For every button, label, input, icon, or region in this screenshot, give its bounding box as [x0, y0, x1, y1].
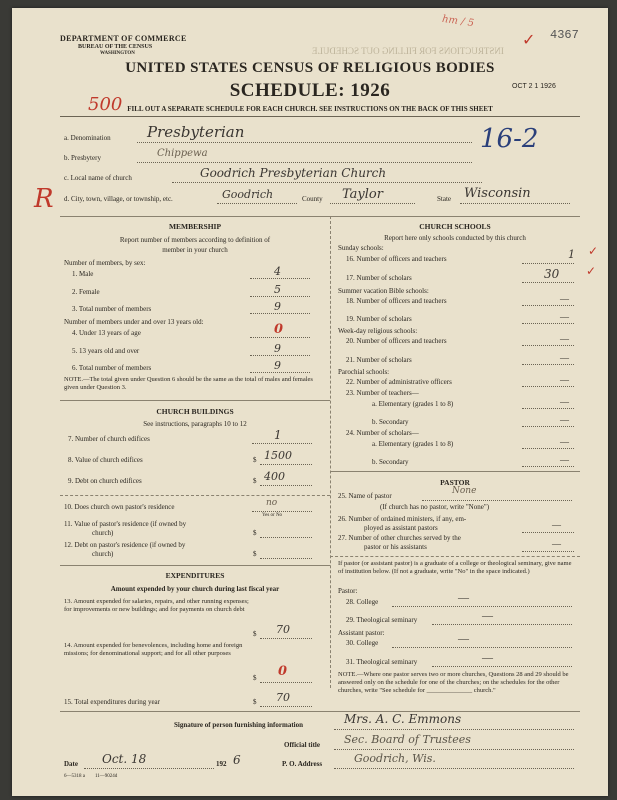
signature-label: Signature of person furnishing information [174, 721, 303, 729]
q29-label: 29. Theological seminary [346, 616, 418, 624]
q4-value[interactable]: 0 [274, 322, 284, 337]
year-suffix[interactable]: 6 [233, 753, 241, 767]
q23b-label: b. Secondary [372, 418, 409, 426]
local-name-line [172, 182, 482, 183]
signature-line [334, 729, 574, 730]
q8-label: 8. Value of church edifices [68, 456, 143, 464]
received-date-stamp: OCT 2 1 1926 [512, 83, 556, 90]
denomination-label: a. Denomination [64, 134, 111, 142]
q24a-dash: — [560, 437, 569, 447]
state-line [460, 203, 570, 204]
q23a-line [522, 408, 574, 409]
q10-label: 10. Does church own pastor's residence [64, 503, 175, 511]
q15-label: 15. Total expenditures during year [64, 698, 160, 706]
schools-intro: Report here only schools conducted by this church [384, 234, 526, 242]
q30-dash: — [458, 633, 469, 645]
q24b-dash: — [560, 455, 569, 465]
q11-label-a: 11. Value of pastor's residence (if owned by [64, 520, 187, 528]
q9-dollar: $ [253, 477, 257, 485]
q26-label-a: 26. Number of ordained ministers, if any, em- [338, 515, 467, 523]
membership-note: NOTE.—The total given under Question 6 should be the same as the total of males and females given under Question 3. [64, 376, 313, 391]
age-intro-label: Number of members under and over 13 years old: [64, 318, 204, 326]
pastor-title: PASTOR [440, 478, 470, 487]
q2-line [250, 296, 310, 297]
schools-title: CHURCH SCHOOLS [419, 222, 491, 231]
header-rule [60, 116, 580, 117]
q23b-dash: — [560, 415, 569, 425]
state-value[interactable]: Wisconsin [464, 186, 531, 201]
q19-line [522, 323, 574, 324]
county-label: County [302, 195, 323, 203]
q1-line [250, 278, 310, 279]
denomination-value[interactable]: Presbyterian [147, 123, 245, 141]
q12-dollar: $ [253, 550, 257, 558]
q10-line [252, 511, 312, 512]
q15-value[interactable]: 70 [276, 691, 290, 704]
q31-dash: — [482, 652, 493, 664]
q31-label: 31. Theological seminary [346, 658, 418, 666]
q11-line [260, 537, 312, 538]
q14-label: 14. Amount expended for benevolences, including home and foreign missions; for denominational support; and for all other purposes [64, 642, 243, 657]
q20-line [522, 345, 574, 346]
q11-label-b: church) [92, 529, 114, 537]
q9-value[interactable]: 400 [264, 470, 285, 483]
q22-line [522, 386, 574, 387]
date-value[interactable]: Oct. 18 [102, 752, 147, 766]
q25-hint: (If church has no pastor, write "None") [380, 503, 490, 511]
by-sex-label: Number of members, by sex: [64, 259, 146, 267]
presbytery-value[interactable]: Chippewa [157, 148, 208, 159]
official-title-label: Official title [284, 741, 320, 749]
q24b-label: b. Secondary [372, 458, 409, 466]
summer-label: Summer vacation Bible schools: [338, 287, 429, 295]
buildings-sub: See instructions, paragraphs 10 to 12 [143, 420, 247, 428]
q5-line [250, 355, 310, 356]
local-name-label: c. Local name of church [64, 174, 132, 182]
q27-label-a: 27. Number of other churches served by the [338, 534, 461, 542]
q12-line [260, 558, 312, 559]
pastor-sub-label: Pastor: [338, 587, 358, 595]
q1-label: 1. Male [72, 270, 94, 278]
q23a-label: a. Elementary (grades 1 to 8) [372, 400, 454, 408]
q27-dash: — [552, 539, 561, 549]
state-label: State [437, 195, 451, 203]
sunday-label: Sunday schools: [338, 244, 384, 252]
q16-value[interactable]: 1 [568, 248, 575, 261]
q29-dash: — [482, 610, 493, 622]
presbytery-line [137, 162, 472, 163]
q5-label: 5. 13 years old and over [72, 347, 140, 355]
city-value[interactable]: Goodrich [222, 188, 274, 201]
q2-value[interactable]: 5 [274, 283, 281, 296]
bureau-label: BUREAU OF THE CENSUS [78, 44, 153, 50]
q18-line [522, 305, 574, 306]
buildings-title: CHURCH BUILDINGS [156, 407, 234, 416]
q9-line [260, 485, 312, 486]
q16-line [522, 263, 574, 264]
q21-dash: — [560, 353, 569, 363]
q24b-line [522, 466, 574, 467]
q17-check: ✓ [586, 264, 597, 278]
year-prefix: 192 [216, 760, 227, 768]
q29-line [432, 624, 572, 625]
county-value[interactable]: Taylor [342, 187, 383, 202]
membership-intro-2: member in your church [162, 246, 228, 254]
q30-line [392, 647, 572, 648]
q2-label: 2. Female [72, 288, 100, 296]
q28-dash: — [458, 592, 469, 604]
file-number-stamp: 4367 [550, 28, 579, 42]
county-line [330, 203, 415, 204]
q14-value[interactable]: 0 [278, 664, 288, 679]
q14-line [260, 682, 312, 683]
membership-intro-1: Report number of members according to definition of [119, 236, 271, 244]
q20-label: 20. Number of officers and teachers [346, 337, 447, 345]
form-title: UNITED STATES CENSUS OF RELIGIOUS BODIES [125, 60, 495, 76]
q19-dash: — [560, 312, 569, 322]
schedule-title: SCHEDULE: 1926 [229, 80, 391, 101]
official-title-line [334, 749, 574, 750]
column-divider [330, 216, 331, 688]
pastor-note: NOTE.—Where one pastor serves two or more churches, Questions 28 and 29 should be answered only on the schedule for one of the churches; on the schedules for the other churches, write "See schedule for ______________ church." [338, 671, 569, 694]
census-schedule-sheet [12, 8, 608, 796]
q11-dollar: $ [253, 529, 257, 537]
q7-line [252, 443, 312, 444]
po-address-label: P. O. Address [282, 760, 323, 768]
denomination-line [137, 142, 472, 143]
q30-label: 30. College [346, 639, 379, 647]
q12-label-b: church) [92, 550, 114, 558]
section-top-rule [60, 216, 580, 217]
q8-value[interactable]: 1500 [264, 449, 292, 462]
q23a-dash: — [560, 397, 569, 407]
q17-line [522, 282, 574, 283]
membership-title: MEMBERSHIP [168, 222, 222, 231]
q13-line [260, 638, 312, 639]
q15-dollar: $ [253, 698, 257, 706]
parochial-label: Parochial schools: [338, 368, 390, 376]
po-address-line [334, 768, 574, 769]
grad-rule [330, 556, 580, 557]
q4-line [250, 337, 310, 338]
asst-sub-label: Assistant pastor: [338, 629, 385, 637]
q8-dollar: $ [253, 456, 257, 464]
instructions-line: FILL OUT A SEPARATE SCHEDULE FOR EACH CHURCH. SEE INSTRUCTIONS ON THE BACK OF THIS SHEET [127, 105, 493, 113]
signature-value[interactable]: Mrs. A. C. Emmons [344, 712, 462, 726]
q23b-line [522, 426, 574, 427]
q25-value[interactable]: None [452, 486, 477, 496]
official-title-value[interactable]: Sec. Board of Trustees [344, 733, 471, 746]
q9-label: 9. Debt on church edifices [68, 477, 142, 485]
q18-dash: — [560, 294, 569, 304]
q31-line [432, 666, 572, 667]
q13-label: 13. Amount expended for salaries, repairs, and other running expenses; for improvements or new buildings; and for payments on church debt [64, 598, 249, 613]
q12-label-a: 12. Debt on pastor's residence (if owned by [64, 541, 186, 549]
q16-label: 16. Number of officers and teachers [346, 255, 447, 263]
q20-dash: — [560, 334, 569, 344]
city-label: WASHINGTON [100, 51, 135, 56]
q3-value[interactable]: 9 [274, 300, 281, 313]
q15-line [260, 706, 312, 707]
presbytery-label: b. Presbytery [64, 154, 101, 162]
form-number: 6—5318 a 11—9024d [64, 774, 118, 779]
q6-line [250, 372, 310, 373]
q22-label: 22. Number of administrative officers [346, 378, 452, 386]
department-label: DEPARTMENT OF COMMERCE [60, 34, 187, 43]
q28-label: 28. College [346, 598, 379, 606]
grad-note: If pastor (or assistant pastor) is a graduate of a college or theological seminary, give name of institution below. (If not a graduate, write "No" in the space indicated.) [338, 560, 572, 575]
buildings-mid-rule [60, 495, 330, 496]
q14-dollar: $ [253, 674, 257, 682]
q21-label: 21. Number of scholars [346, 356, 412, 364]
q28-line [392, 606, 572, 607]
footer-rule [60, 711, 580, 712]
q8-line [260, 464, 312, 465]
q27-line [522, 551, 574, 552]
expenditures-title: EXPENDITURES [165, 571, 225, 580]
q17-label: 17. Number of scholars [346, 274, 412, 282]
q18-label: 18. Number of officers and teachers [346, 297, 447, 305]
q24a-line [522, 448, 574, 449]
q25-line [422, 500, 572, 501]
city-label-field: d. City, town, village, or township, etc. [64, 195, 173, 203]
po-address-value[interactable]: Goodrich, Wis. [354, 752, 436, 765]
q19-label: 19. Number of scholars [346, 315, 412, 323]
blue-code: 16-2 [480, 124, 539, 154]
yes-no-hint: Yes or No [262, 513, 283, 518]
q26-line [522, 532, 574, 533]
q3-line [250, 313, 310, 314]
q23-label: 23. Number of teachers— [346, 389, 419, 397]
pastor-rule [330, 471, 580, 472]
q13-dollar: $ [253, 630, 257, 638]
q3-label: 3. Total number of members [72, 305, 152, 313]
q7-label: 7. Number of church edifices [68, 435, 150, 443]
weekday-label: Week-day religious schools: [338, 327, 418, 335]
red-pencil-note: hm / 5 [441, 13, 475, 30]
q26-dash: — [552, 520, 561, 530]
date-line [84, 768, 214, 769]
local-name-value[interactable]: Goodrich Presbyterian Church [200, 166, 387, 180]
q22-dash: — [560, 375, 569, 385]
q25-label: 25. Name of pastor [338, 492, 392, 500]
q21-line [522, 364, 574, 365]
expenditures-sub: Amount expended by your church during last fiscal year [110, 585, 280, 593]
q16-check: ✓ [588, 244, 599, 258]
q24a-label: a. Elementary (grades 1 to 8) [372, 440, 454, 448]
q24-label: 24. Number of scholars— [346, 429, 419, 437]
q4-label: 4. Under 13 years of age [72, 329, 141, 337]
expenditures-rule [60, 565, 330, 566]
q6-label: 6. Total number of members [72, 364, 152, 372]
q5-value[interactable]: 9 [274, 342, 281, 355]
red-r-mark: R [34, 184, 54, 214]
red-number-500: 500 [88, 94, 123, 115]
red-check-mark: ✓ [522, 32, 536, 49]
q17-value[interactable]: 30 [544, 267, 560, 281]
date-label: Date [64, 760, 78, 768]
q27-label-b: pastor or his assistants [364, 543, 427, 551]
buildings-rule [60, 400, 330, 401]
q1-value[interactable]: 4 [274, 265, 281, 278]
q10-value[interactable]: no [266, 498, 278, 508]
q13-value[interactable]: 70 [276, 623, 290, 636]
q7-value[interactable]: 1 [274, 428, 282, 442]
q6-value[interactable]: 9 [274, 359, 281, 372]
q26-label-b: ployed as assistant pastors [364, 524, 438, 532]
city-line [217, 203, 297, 204]
bleed-through-text: INSTRUCTIONS FOR FILLING OUT SCHEDULE [312, 46, 504, 56]
